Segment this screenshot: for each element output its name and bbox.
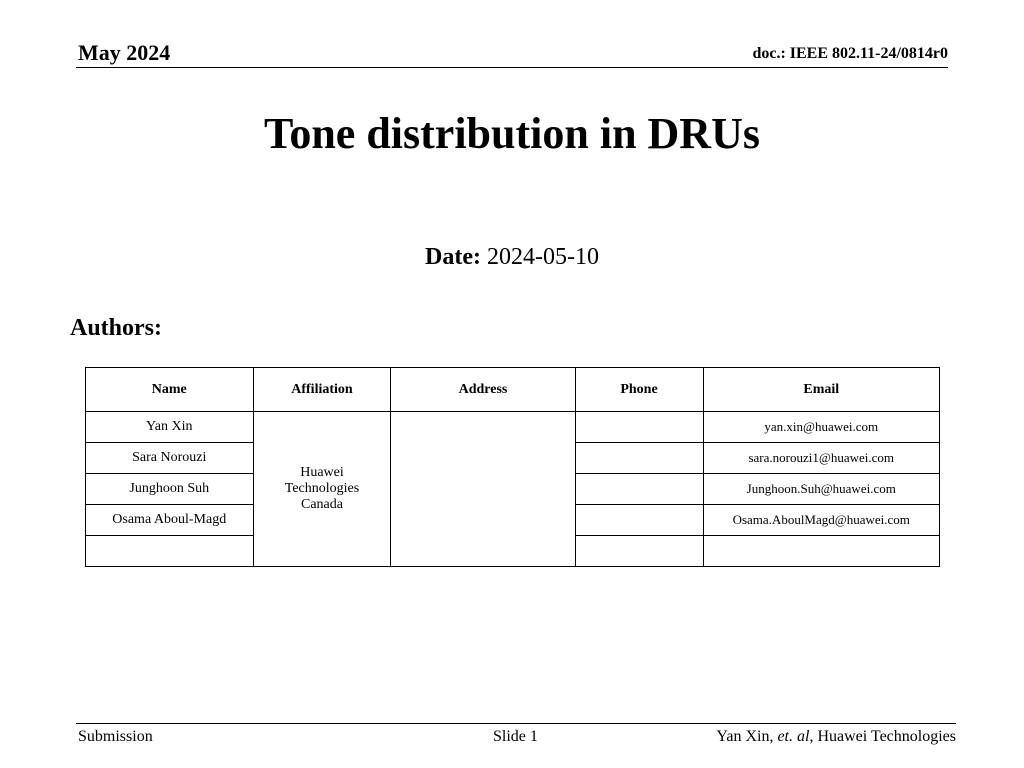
author-phone: [575, 536, 703, 567]
footer-organization: , Huawei Technologies: [809, 728, 956, 745]
header-date: May 2024: [78, 40, 171, 65]
affiliation-line: Technologies: [284, 481, 360, 496]
affiliation-line: Huawei: [300, 465, 344, 480]
column-header-address: Address: [391, 368, 575, 412]
author-phone: [575, 443, 703, 474]
author-phone: [575, 505, 703, 536]
column-header-email: Email: [703, 368, 940, 412]
author-email: Osama.AboulMagd@huawei.com: [703, 505, 940, 536]
slide-title: Tone distribution in DRUs: [264, 109, 760, 158]
column-header-name: Name: [86, 368, 254, 412]
author-name: Junghoon Suh: [86, 474, 254, 505]
author-address: [391, 412, 575, 567]
author-name: [86, 536, 254, 567]
header-divider: [76, 67, 948, 68]
author-email: sara.norouzi1@huawei.com: [703, 443, 940, 474]
footer-submission: Submission: [78, 728, 153, 745]
footer-author-credit: [716, 728, 956, 746]
author-email: [703, 536, 940, 567]
author-phone: [575, 474, 703, 505]
affiliation-line: Canada: [300, 497, 343, 512]
authors-heading: Authors:: [70, 315, 163, 341]
footer-et-al: et. al: [777, 728, 810, 745]
author-affiliation: [253, 412, 391, 567]
column-header-affiliation: Affiliation: [253, 368, 391, 412]
table-row: [86, 412, 940, 443]
date-value: 2024-05-10: [486, 244, 599, 270]
column-header-phone: Phone: [575, 368, 703, 412]
author-name: Sara Norouzi: [86, 443, 254, 474]
authors-table: [85, 367, 940, 567]
author-email: Junghoon.Suh@huawei.com: [703, 474, 940, 505]
footer-divider: [76, 723, 956, 724]
author-name: Osama Aboul-Magd: [86, 505, 254, 536]
author-email: yan.xin@huawei.com: [703, 412, 940, 443]
footer-author-name: Yan Xin,: [716, 728, 778, 745]
author-name: Yan Xin: [86, 412, 254, 443]
table-header-row: [86, 368, 940, 412]
footer-slide-number: Slide 1: [493, 728, 538, 745]
date-line: [0, 244, 1024, 271]
header-doc-id: doc.: IEEE 802.11-24/0814r0: [752, 45, 948, 62]
author-phone: [575, 412, 703, 443]
date-label: Date:: [425, 244, 481, 270]
